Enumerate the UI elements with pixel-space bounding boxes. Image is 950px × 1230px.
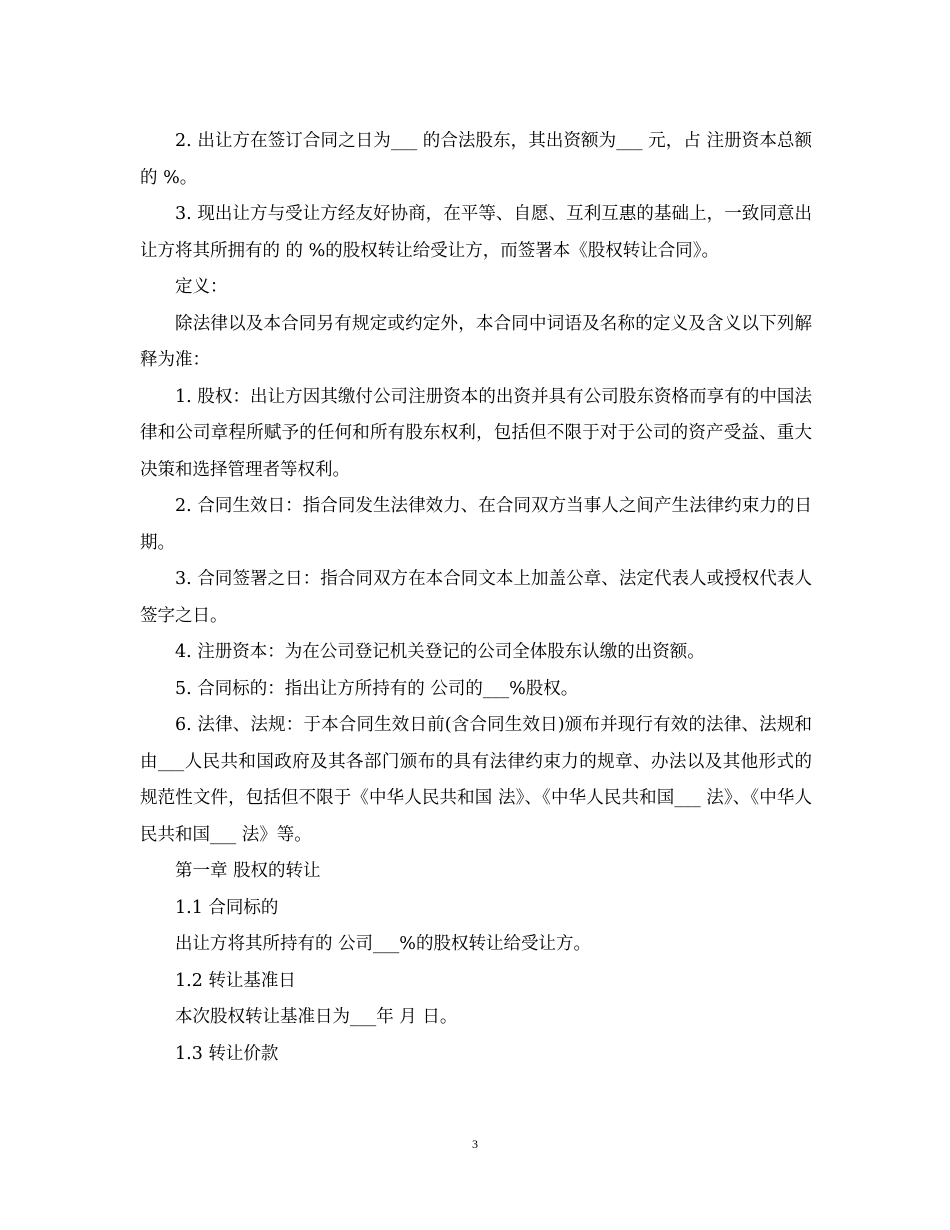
page-number: 3 [472,1137,478,1151]
paragraph-definition-laws: 6. 法律、法规：于本合同生效日前(含合同生效日)颁布并现行有效的法律、法规和由___人民共和国政府及其各部门颁布的具有法律约束力的规章、办法以及其他形式的规范性文件，包括但不限于《中华人民共和国 法》、《中华人民共和国___ 法》、《中华人民共和国___ 法》等。 [140,715,812,845]
document-body [140,123,812,1072]
paragraph-definition-effective-date: 2. 合同生效日：指合同发生法律效力、在合同双方当事人之间产生法律约束力的日期。 [140,496,812,553]
paragraph-definition-equity: 1. 股权：出让方因其缴付公司注册资本的出资并具有公司股东资格而享有的中国法律和公司章程所赋予的任何和所有股东权利，包括但不限于对于公司的资产受益、重大决策和选择管理者等权利。 [140,386,812,480]
paragraph-definitions-heading: 定义： [175,277,228,297]
paragraph-definition-contract-subject: 5. 合同标的：指出让方所持有的 公司的___%股权。 [175,678,579,699]
paragraph-clause-3-agreement: 3. 现出让方与受让方经友好协商，在平等、自愿、互利互惠的基础上，一致同意出让方将其所拥有的 的 %的股权转让给受让方，而签署本《股权转让合同》。 [140,204,812,261]
section-heading-1-1: 1.1 合同标的 [175,897,279,918]
paragraph-section-1-1: 出让方将其所持有的 公司___%的股权转让给受让方。 [175,934,591,954]
paragraph-definition-registered-capital: 4. 注册资本：为在公司登记机关登记的公司全体股东认缴的出资额。 [175,642,705,662]
paragraph-section-1-2: 本次股权转让基准日为___年 月 日。 [175,1007,458,1027]
chapter-heading: 第一章 股权的转让 [175,861,321,881]
paragraph-clause-2-shareholder: 2. 出让方在签订合同之日为___ 的合法股东，其出资额为___ 元，占 注册资本总额的 %。 [140,131,812,188]
paragraph-definitions-intro: 除法律以及本合同另有规定或约定外，本合同中词语及名称的定义及含义以下列解释为准： [140,313,812,370]
section-heading-1-3: 1.3 转让价款 [175,1043,279,1064]
paragraph-definition-signing-date: 3. 合同签署之日：指合同双方在本合同文本上加盖公章、法定代表人或授权代表人签字之日。 [140,569,812,626]
section-heading-1-2: 1.2 转让基准日 [175,970,296,991]
